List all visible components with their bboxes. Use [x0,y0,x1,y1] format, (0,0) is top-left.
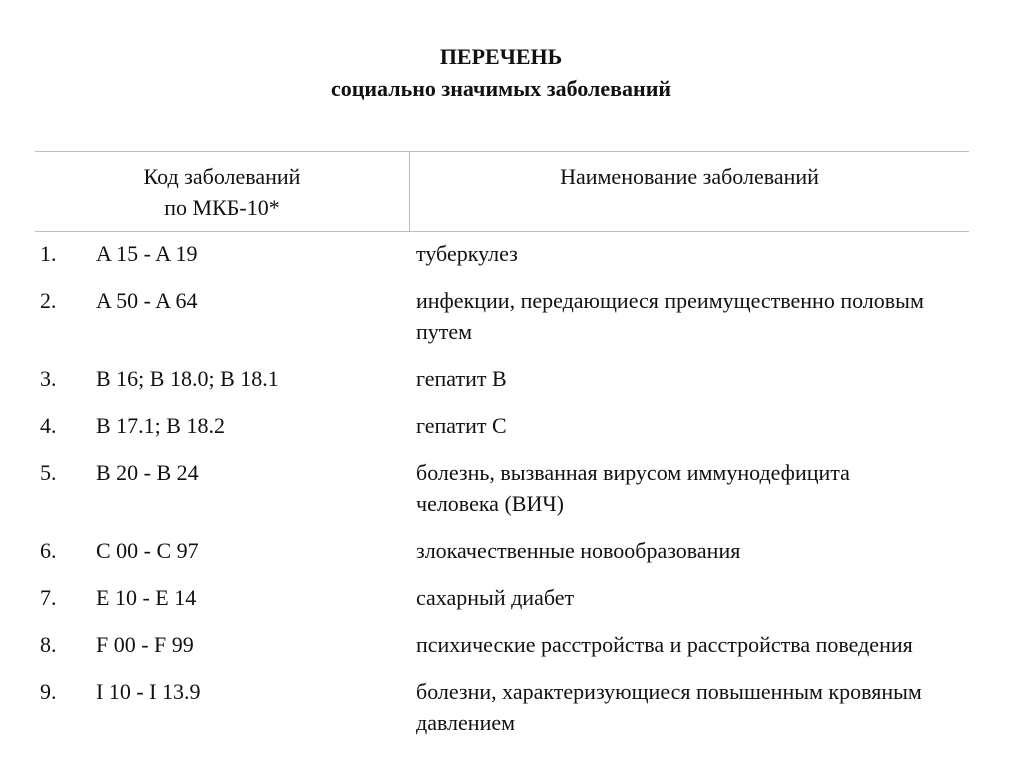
row-number: 9. [40,679,57,704]
row-number: 8. [40,632,57,657]
disease-code: C 00 - C 97 [96,538,199,563]
column-header-name: Наименование заболеваний [560,164,819,189]
table-row [0,238,1022,269]
row-number: 5. [40,460,57,485]
disease-code: I 10 - I 13.9 [96,679,201,704]
table-row [0,285,1022,347]
column-header-code [35,161,409,223]
disease-name: психические расстройства и расстройства поведения [416,632,913,657]
disease-code: F 00 - F 99 [96,632,194,657]
page-title: ПЕРЕЧЕНЬ [439,44,563,69]
disease-name: болезнь, вызванная вирусом иммунодефицита человека (ВИЧ) [416,460,850,516]
table-row [0,582,1022,613]
disease-name: гепатит B [416,366,507,391]
disease-name: инфекции, передающиеся преимущественно половым путем [416,288,924,344]
table-row [0,629,1022,660]
table-row [0,410,1022,441]
column-header-code-line1: Код заболеваний [143,164,301,189]
table-body [0,238,1022,754]
table-row [0,363,1022,394]
disease-code: B 20 - B 24 [96,460,199,485]
row-number: 1. [40,241,57,266]
disease-code: B 16; B 18.0; B 18.1 [96,366,279,391]
disease-code: A 15 - A 19 [96,241,198,266]
table-row [0,676,1022,738]
disease-name: гепатит C [416,413,507,438]
table-row [0,535,1022,566]
disease-code: E 10 - E 14 [96,585,197,610]
row-number: 6. [40,538,57,563]
page-subtitle: социально значимых заболеваний [330,76,672,101]
row-number: 7. [40,585,57,610]
disease-name: болезни, характеризующиеся повышенным кровяным давлением [416,679,922,735]
row-number: 2. [40,288,57,313]
disease-name: злокачественные новообразования [416,538,741,563]
disease-code: A 50 - A 64 [96,288,198,313]
table-row [0,457,1022,519]
disease-code: B 17.1; B 18.2 [96,413,225,438]
disease-name: туберкулез [416,241,518,266]
table-header [35,151,969,232]
column-header-code-line2: по МКБ-10* [164,195,280,220]
row-number: 4. [40,413,57,438]
row-number: 3. [40,366,57,391]
disease-name: сахарный диабет [416,585,575,610]
